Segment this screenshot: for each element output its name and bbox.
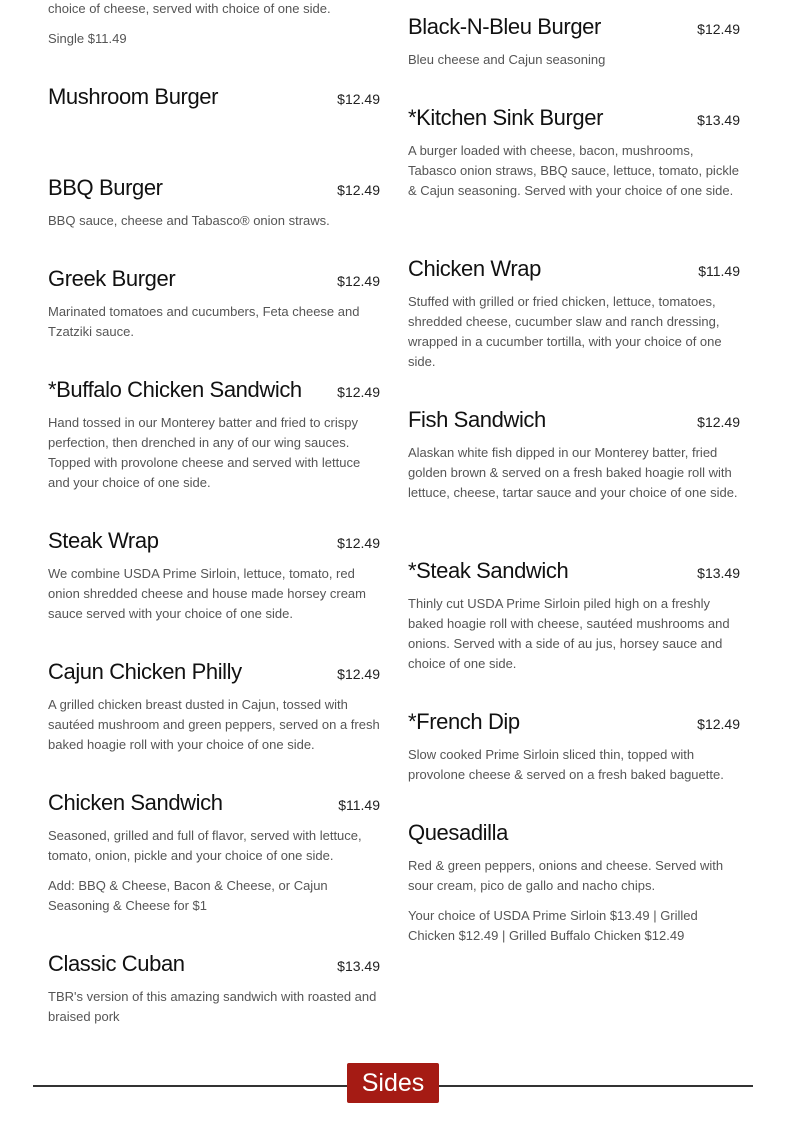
item-description: Hand tossed in our Monterey batter and fried to crispy perfection, then drenched in any of our wing sauces. Topped with provolone cheese and served with lettuce and your choice of one side.	[48, 415, 361, 490]
item-name: Steak Wrap	[48, 528, 159, 553]
menu-item-chicken-sandwich	[48, 790, 380, 916]
menu-item-steak-sandwich	[408, 558, 740, 674]
item-description: BBQ sauce, cheese and Tabasco® onion straws.	[48, 213, 330, 228]
item-description: Slow cooked Prime Sirloin sliced thin, topped with provolone cheese & served on a fresh baked baguette.	[408, 747, 724, 782]
menu-item-french-dip	[408, 709, 740, 785]
item-description: A burger loaded with cheese, bacon, mushrooms, Tabasco onion straws, BBQ sauce, lettuce, tomato, pickle & Cajun seasoning. Served with your choice of one side.	[408, 143, 739, 198]
item-extra: Single $11.49	[48, 31, 127, 46]
item-price: $12.49	[697, 414, 740, 430]
item-description: Stuffed with grilled or fried chicken, lettuce, tomatoes, shredded cheese, cucumber slaw and ranch dressing, wrapped in a cucumber tortilla, with your choice of one side.	[408, 294, 722, 369]
item-description: Red & green peppers, onions and cheese. Served with sour cream, pico de gallo and nacho chips.	[408, 858, 724, 893]
item-price: $12.49	[337, 535, 380, 551]
menu-item-cajun-chicken-philly	[48, 659, 380, 755]
item-options-note: Your choice of USDA Prime Sirloin $13.49 | Grilled Chicken $12.49 | Grilled Buffalo Chicken $12.49	[408, 908, 698, 943]
item-price: $12.49	[337, 666, 380, 682]
menu-item-black-n-bleu-burger	[408, 14, 740, 70]
menu-item-bbq-burger	[48, 175, 380, 231]
menu-item-quesadilla	[408, 820, 740, 946]
menu-item-mushroom-burger	[48, 84, 380, 110]
item-name: Greek Burger	[48, 266, 176, 291]
item-name: Mushroom Burger	[48, 84, 219, 109]
item-name: Classic Cuban	[48, 951, 185, 976]
item-price: $12.49	[337, 91, 380, 107]
menu-item-steak-wrap	[48, 528, 380, 624]
item-name: *Steak Sandwich	[408, 558, 569, 583]
item-name: Fish Sandwich	[408, 407, 546, 432]
item-name: BBQ Burger	[48, 175, 163, 200]
item-description: We combine USDA Prime Sirloin, lettuce, tomato, red onion shredded cheese and house made horsey cream sauce served with your choice of one side.	[48, 566, 366, 621]
item-price: $12.49	[337, 182, 380, 198]
item-description: Alaskan white fish dipped in our Monterey batter, fried golden brown & served on a fresh baked hoagie roll with lettuce, cheese, tartar sauce and your choice of one side.	[408, 445, 738, 500]
item-price: $13.49	[697, 565, 740, 581]
menu-item-kitchen-sink-burger	[408, 105, 740, 201]
item-description: Marinated tomatoes and cucumbers, Feta cheese and Tzatziki sauce.	[48, 304, 360, 339]
menu-item-chicken-wrap	[408, 256, 740, 372]
menu-item-fish-sandwich	[408, 407, 740, 503]
item-name: *French Dip	[408, 709, 520, 734]
section-heading-sides: Sides	[347, 1063, 439, 1103]
item-name: Chicken Wrap	[408, 256, 541, 281]
item-name: Cajun Chicken Philly	[48, 659, 242, 684]
item-name: Black-N-Bleu Burger	[408, 14, 601, 39]
item-name: *Kitchen Sink Burger	[408, 105, 603, 130]
item-description: TBR's version of this amazing sandwich with roasted and braised pork	[48, 989, 377, 1024]
item-price: $12.49	[337, 273, 380, 289]
menu-item-greek-burger	[48, 266, 380, 342]
item-price: $11.49	[698, 263, 740, 279]
item-name: Chicken Sandwich	[48, 790, 223, 815]
item-description: Thinly cut USDA Prime Sirloin piled high on a freshly baked hoagie roll with cheese, sautéed mushrooms and onions. Served with a side of au jus, horsey sauce and choice of one side.	[408, 596, 730, 671]
menu-item-buffalo-chicken-sandwich	[48, 377, 380, 493]
item-price: $11.49	[338, 797, 380, 813]
item-price: $12.49	[337, 384, 380, 400]
item-description: Bleu cheese and Cajun seasoning	[408, 52, 606, 67]
item-addon-note: Add: BBQ & Cheese, Bacon & Cheese, or Cajun Seasoning & Cheese for $1	[48, 878, 328, 913]
section-divider-sides	[33, 1063, 753, 1103]
item-description: A grilled chicken breast dusted in Cajun, tossed with sautéed mushroom and green peppers, served on a fresh baked hoagie roll with your choice of one side.	[48, 697, 380, 752]
item-price: $12.49	[697, 21, 740, 37]
item-name: Quesadilla	[408, 820, 508, 845]
item-name: *Buffalo Chicken Sandwich	[48, 377, 302, 402]
item-description: Seasoned, grilled and full of flavor, served with lettuce, tomato, onion, pickle and your choice of one side.	[48, 828, 362, 863]
item-price: $12.49	[697, 716, 740, 732]
item-price: $13.49	[337, 958, 380, 974]
menu-item-classic-cuban	[48, 951, 380, 1027]
item-description: choice of cheese, served with choice of one side.	[48, 1, 331, 16]
item-price: $13.49	[697, 112, 740, 128]
